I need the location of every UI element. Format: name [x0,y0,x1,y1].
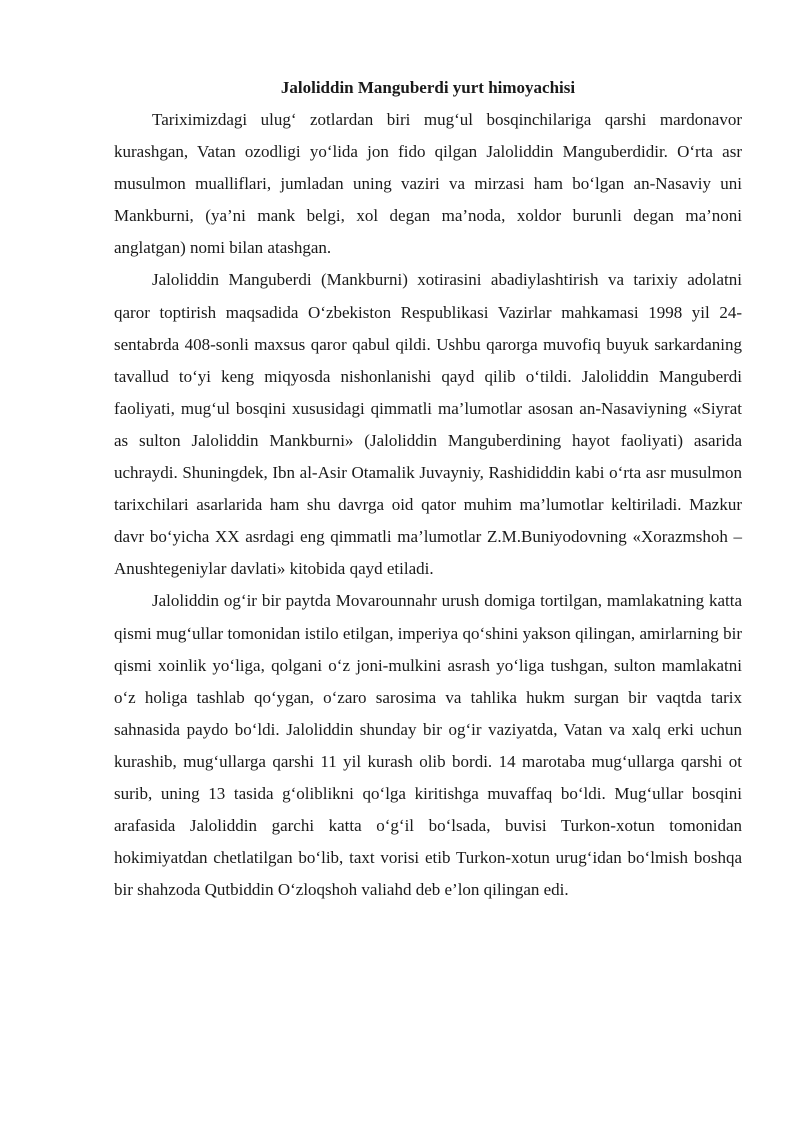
paragraph-sources: Jaloliddin Manguberdi (Mankburni) xotirasini abadiylashtirish va tarixiy adolatni qaror toptirish maqsadida O‘zbekiston Respublikasi Vazirlar mahkamasi 1998 yil 24-sentabrda 408-sonli maxsus qaror qabul qildi. Ushbu qarorga muvofiq buyuk sarkardaning tavallud to‘yi keng miqyosda nishonlanishi qayd qilib o‘tildi. Jaloliddin Manguberdi faoliyati, mug‘ul bosqini xususidagi qimmatli ma’lumotlar asosan an-Nasaviyning «Siyrat as sulton Jaloliddin Mankburni» (Jaloliddin Manguberdining hayot faoliyati) asarida uchraydi. Shuningdek, Ibn al-Asir Otamalik Juvayniy, Rashididdin kabi o‘rta asr musulmon tarixchilari asarlarida ham shu davrga oid qator muhim ma’lumotlar keltiriladi. Mazkur davr bo‘yicha XX asrdagi eng qimmatli ma’lumotlar Z.M.Buniyodovning «Xorazmshoh – Anushtegeniylar davlati» kitobida qayd etiladi. [114,270,742,579]
paragraph-intro: Tariximizdagi ulug‘ zotlardan biri mug‘ul bosqinchilariga qarshi mardonavor kurashgan, Vatan ozodligi yo‘lida jon fido qilgan Jaloliddin Manguberdidir. O‘rta asr musulmon mualliflari, jumladan uning vaziri va mirzasi ham bo‘lgan an-Nasaviy uni Mankburni, (ya’ni mank belgi, xol degan ma’noda, xoldor burunli degan ma’noni anglatgan) nomi bilan atashgan. [114,110,742,258]
document-page [114,72,742,906]
document-title: Jaloliddin Manguberdi yurt himoyachisi [280,78,576,97]
paragraph-struggle: Jaloliddin og‘ir bir paytda Movarounnahr urush domiga tortilgan, mamlakatning katta qismi mug‘ullar tomonidan istilo etilgan, imperiya qo‘shini yakson qilingan, amirlarning bir qismi xoinlik yo‘liga, qolgani o‘z joni-mulkini asrash yo‘liga tushgan, sulton mamlakatni o‘z holiga tashlab qo‘ygan, o‘zaro sarosima va tahlika hukm surgan bir vaqtda tarix sahnasida paydo bo‘ldi. Jaloliddin shunday bir og‘ir vaziyatda, Vatan va xalq erki uchun kurashib, mug‘ullarga qarshi 11 yil kurash olib bordi. 14 marotaba mug‘ullarga qarshi ot surib, uning 13 tasida g‘oliblikni qo‘lga kiritishga muvaffaq bo‘ldi. Mug‘ullar bosqini arafasida Jaloliddin garchi katta o‘g‘il bo‘lsada, buvisi Turkon-xotun tomonidan hokimiyatdan chetlatilgan bo‘lib, taxt vorisi etib Turkon-xotun urug‘idan bo‘lmish boshqa bir shahzoda Qutbiddin O‘zloqshoh valiahd deb e’lon qilingan edi. [114,591,742,900]
